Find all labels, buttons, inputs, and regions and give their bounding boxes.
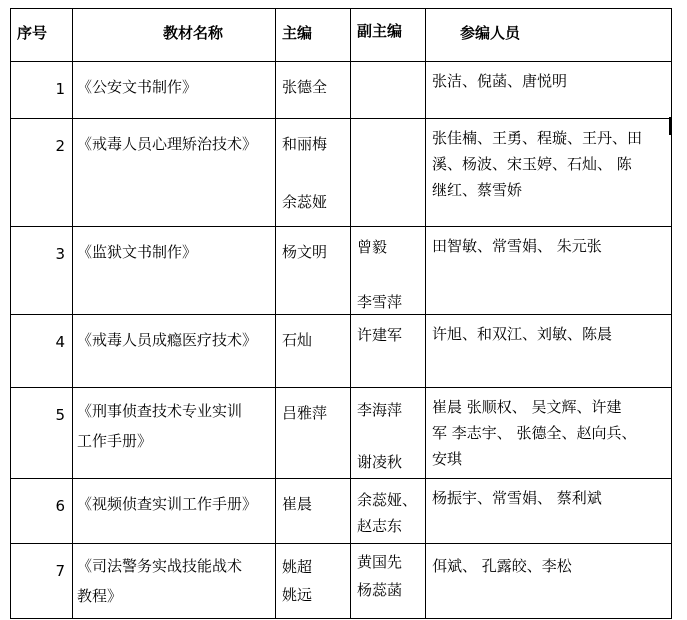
book-title <box>73 62 276 119</box>
deputy-editor <box>351 119 426 227</box>
contributors <box>426 119 672 227</box>
deputy-editor-name: 李海萍 <box>357 401 403 419</box>
book-title <box>73 119 276 227</box>
deputy-editor-name: 余蕊娅、 <box>357 491 418 509</box>
book-title-line: 《戒毒人员成瘾医疗技术》 <box>77 331 258 349</box>
margin-tick <box>669 117 671 135</box>
header-deputy: 副主编 <box>351 9 426 62</box>
row-number: 1 <box>11 62 73 119</box>
table-row <box>11 62 672 119</box>
contributors <box>426 315 672 388</box>
chief-editor <box>276 479 351 544</box>
table-row <box>11 315 672 388</box>
contributors-line: 溪、杨波、宋玉婷、石灿、 陈 <box>432 155 632 173</box>
header-staff: 参编人员 <box>426 9 672 62</box>
book-title-line: 《司法警务实战技能战术 <box>77 557 243 575</box>
deputy-editor-name: 黄国先 <box>357 553 403 571</box>
contributors <box>426 388 672 479</box>
row-number: 3 <box>11 227 73 315</box>
book-title-line: 《监狱文书制作》 <box>77 243 198 261</box>
book-title-line: 教程》 <box>77 587 123 605</box>
chief-editor-name: 张德全 <box>282 78 328 96</box>
chief-editor-name: 余蕊娅 <box>282 193 328 211</box>
contributors-line: 佴斌、 孔露皎、李松 <box>432 557 572 575</box>
contributors-line: 崔晨 张顺权、 吴文辉、许建 <box>432 398 622 416</box>
book-title-line: 工作手册》 <box>77 432 153 450</box>
contributors-line: 安琪 <box>432 450 463 468</box>
contributors-line: 张佳楠、王勇、程璇、王丹、田 <box>432 129 643 147</box>
contributors <box>426 544 672 619</box>
deputy-editor <box>351 315 426 388</box>
table-row <box>11 544 672 619</box>
chief-editor <box>276 388 351 479</box>
deputy-editor-name: 赵志东 <box>357 517 403 535</box>
row-number: 5 <box>11 388 73 479</box>
book-title <box>73 479 276 544</box>
chief-editor-name: 和丽梅 <box>282 135 328 153</box>
book-title <box>73 388 276 479</box>
deputy-editor-name: 许建军 <box>357 326 403 344</box>
book-title <box>73 544 276 619</box>
chief-editor-name: 杨文明 <box>282 243 328 261</box>
row-number: 2 <box>11 119 73 227</box>
deputy-editor-name: 杨蕊菡 <box>357 581 403 599</box>
contributors-line: 田智敏、常雪娟、 朱元张 <box>432 237 602 255</box>
deputy-editor-name: 谢凌秋 <box>357 453 403 471</box>
contributors <box>426 479 672 544</box>
header-title: 教材名称 <box>73 9 276 62</box>
header-row <box>11 9 672 62</box>
chief-editor-name: 吕雅萍 <box>282 404 328 422</box>
book-title <box>73 227 276 315</box>
deputy-editor <box>351 388 426 479</box>
chief-editor-name: 姚远 <box>282 586 313 604</box>
row-number: 4 <box>11 315 73 388</box>
deputy-editor <box>351 227 426 315</box>
contributors-line: 许旭、和双江、刘敏、陈晨 <box>432 325 613 343</box>
deputy-editor-name: 曾毅 <box>357 238 388 256</box>
contributors <box>426 227 672 315</box>
chief-editor-name: 崔晨 <box>282 495 313 513</box>
book-title-line: 《戒毒人员心理矫治技术》 <box>77 135 258 153</box>
book-title-line: 《刑事侦查技术专业实训 <box>77 402 243 420</box>
row-number: 7 <box>11 544 73 619</box>
contributors-line: 张洁、倪菡、唐悦明 <box>432 72 568 90</box>
deputy-editor <box>351 479 426 544</box>
table-row <box>11 388 672 479</box>
table-row <box>11 479 672 544</box>
chief-editor <box>276 315 351 388</box>
textbook-table <box>10 8 672 619</box>
chief-editor <box>276 62 351 119</box>
row-number: 6 <box>11 479 73 544</box>
chief-editor <box>276 227 351 315</box>
contributors-line: 杨振宇、常雪娟、 蔡利斌 <box>432 489 602 507</box>
header-editor: 主编 <box>276 9 351 62</box>
header-no: 序号 <box>11 9 73 62</box>
chief-editor-name: 姚超 <box>282 558 313 576</box>
book-title <box>73 315 276 388</box>
book-title-line: 《视频侦查实训工作手册》 <box>77 495 258 513</box>
table-row <box>11 119 672 227</box>
contributors <box>426 62 672 119</box>
deputy-editor-name: 李雪萍 <box>357 293 403 311</box>
deputy-editor <box>351 544 426 619</box>
contributors-line: 军 李志宇、 张德全、赵向兵、 <box>432 424 637 442</box>
chief-editor <box>276 544 351 619</box>
chief-editor <box>276 119 351 227</box>
deputy-editor <box>351 62 426 119</box>
chief-editor-name: 石灿 <box>282 331 313 349</box>
contributors-line: 继红、蔡雪娇 <box>432 181 523 199</box>
book-title-line: 《公安文书制作》 <box>77 78 198 96</box>
table-row <box>11 227 672 315</box>
